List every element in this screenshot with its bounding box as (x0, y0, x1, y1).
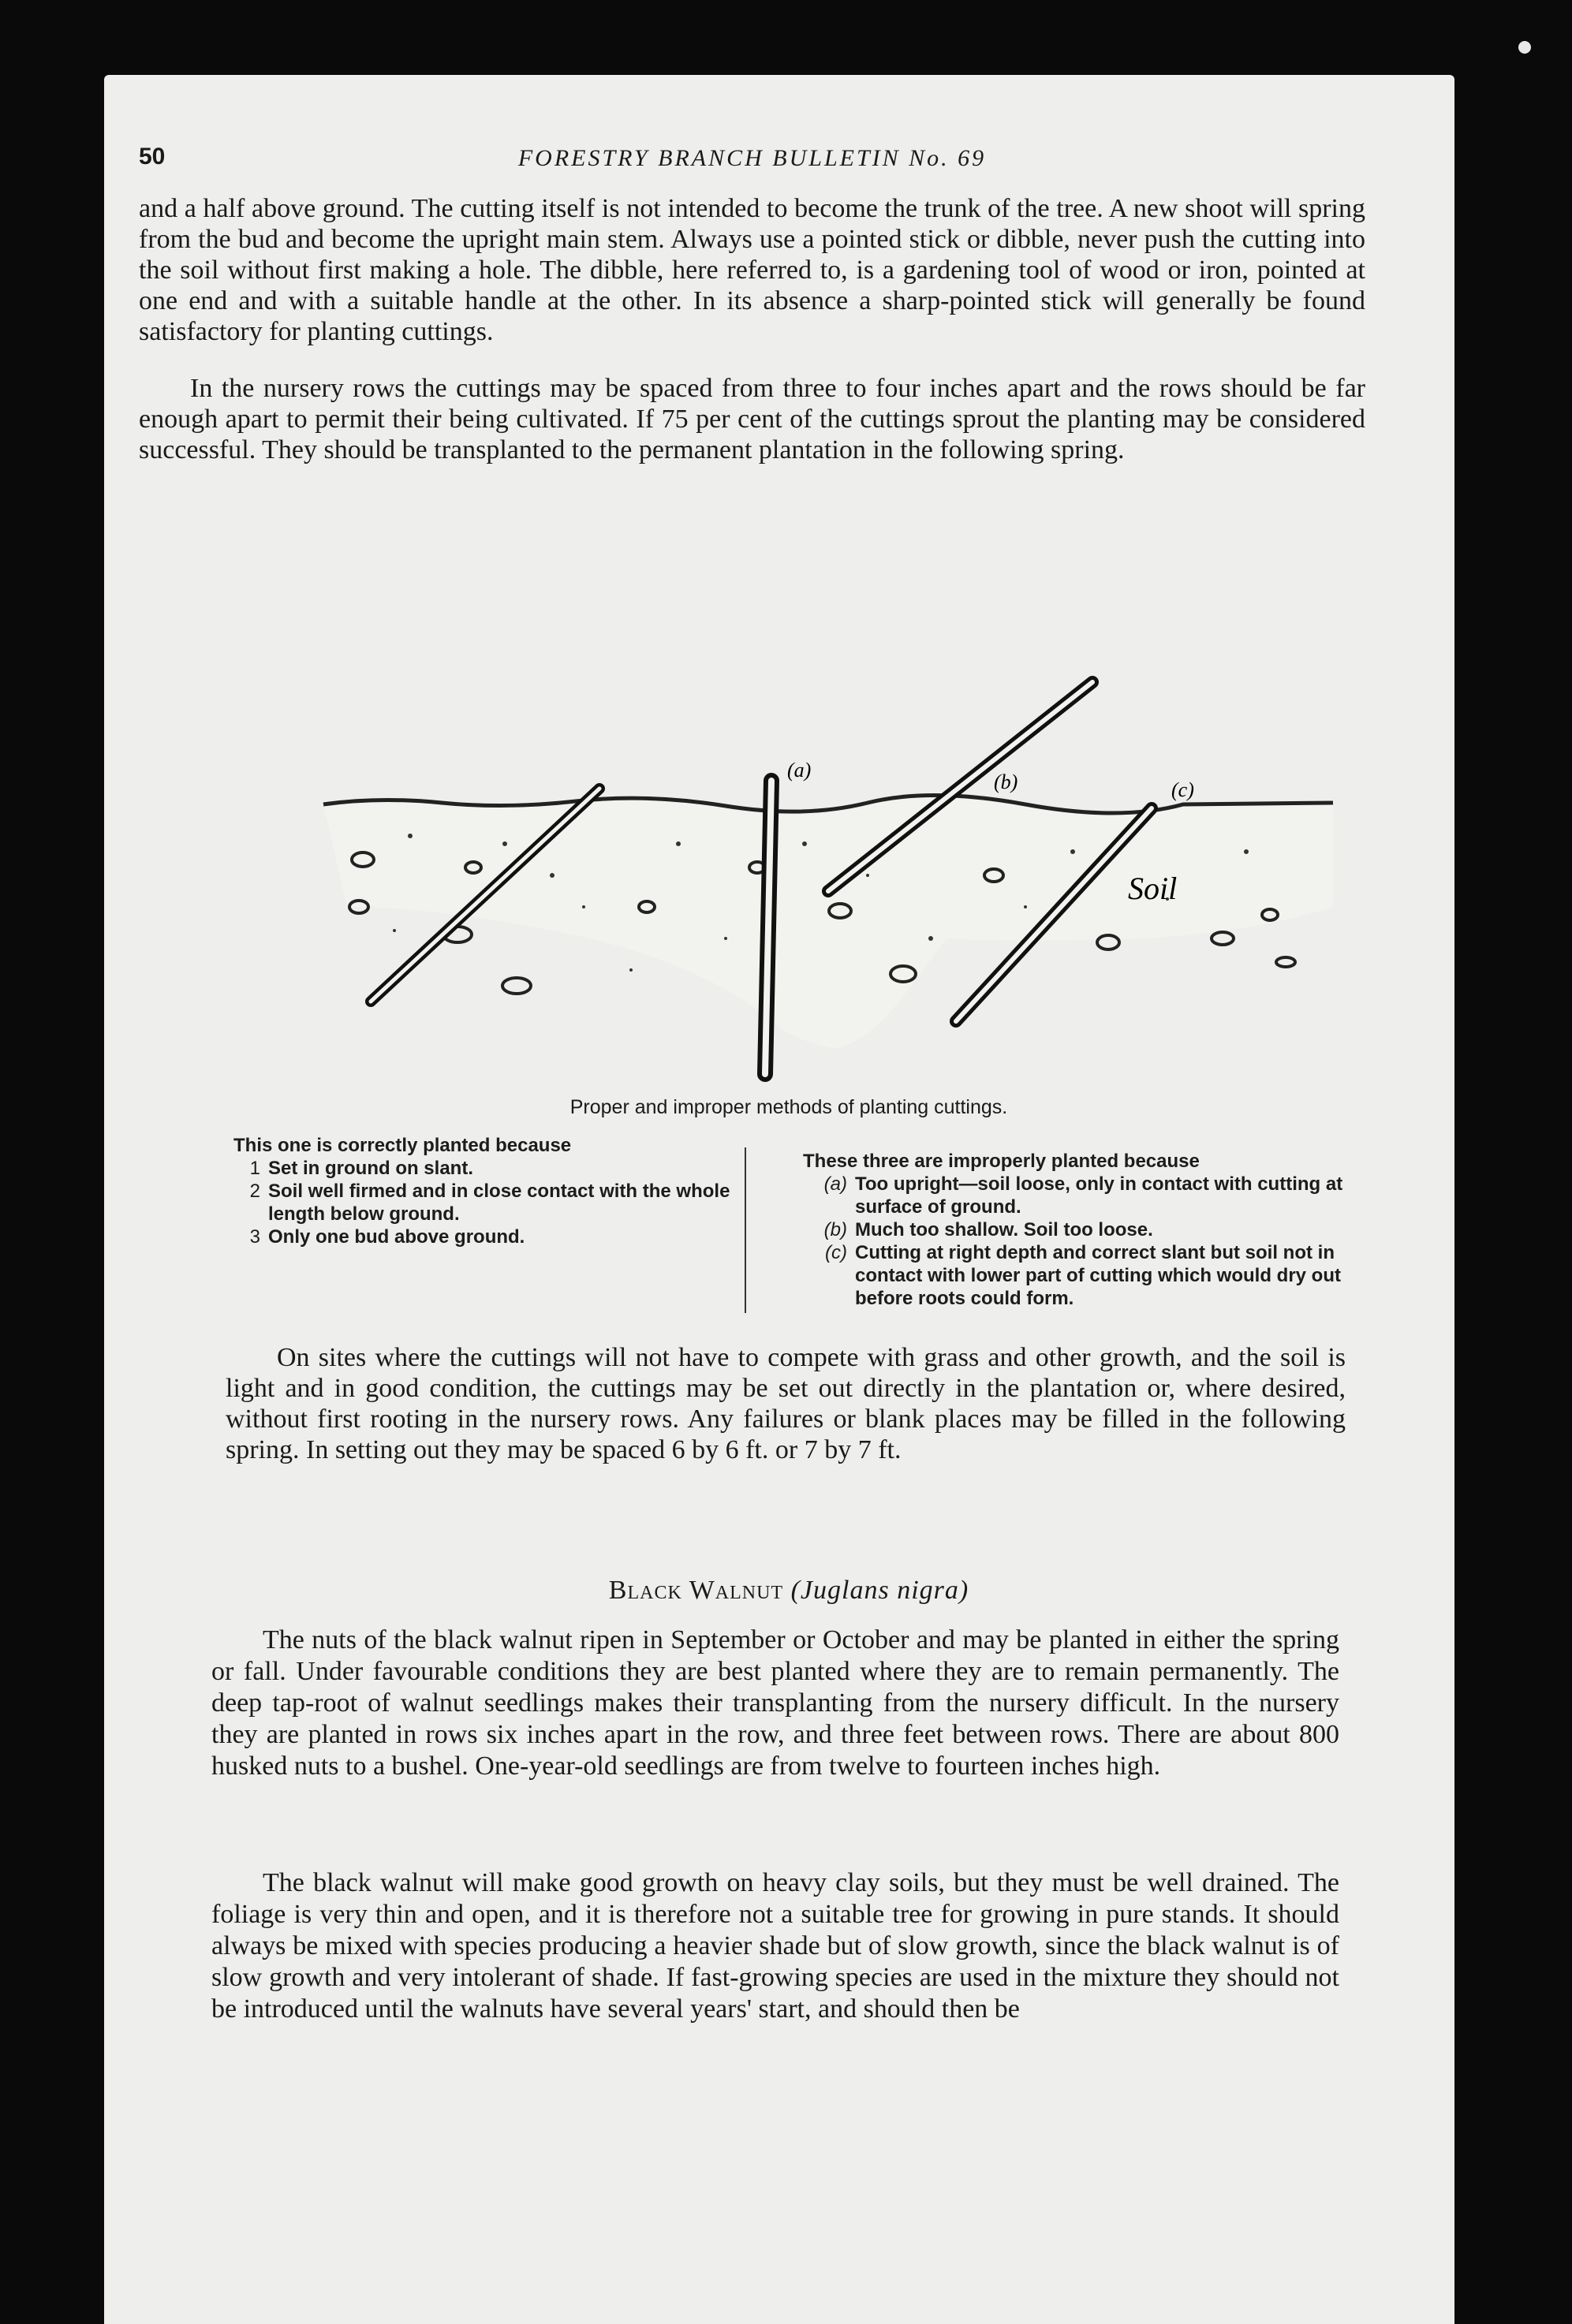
label-soil: Soil (1128, 871, 1178, 906)
page-header (139, 144, 1365, 183)
legend-marker: (b) (823, 1219, 847, 1240)
label-c: (c) (1171, 778, 1194, 801)
label-a: (a) (787, 759, 812, 782)
page-number: 50 (139, 144, 166, 170)
legend-divider (745, 1147, 746, 1313)
label-b: (b) (994, 770, 1018, 793)
legend-item (803, 1173, 1355, 1218)
legend-text: Much too shallow. Soil too loose. (855, 1219, 1153, 1240)
legend-correct-heading: This one is correctly planted because (233, 1135, 572, 1156)
legend-item (803, 1218, 1355, 1241)
legend-text: Cutting at right depth and correct slant but soil not in contact with lower part of cutting which would dry out before roots could form. (855, 1242, 1341, 1309)
cutting-a-upright (765, 781, 771, 1074)
legend-improper-heading: These three are improperly planted because (803, 1151, 1200, 1172)
legend-item (233, 1225, 746, 1248)
legend-text: Soil well firmed and in close contact with the whole length below ground. (268, 1181, 730, 1225)
section-heading (316, 1576, 1262, 1606)
paragraph-2: In the nursery rows the cuttings may be spaced from three to four inches apart and the rows should be far enough apart to permit their being cultivated. If 75 per cent of the cuttings sprout the planting may be considered successful. They should be transplanted to the permanent plantation in the following spring. (139, 374, 1365, 464)
legend-marker: 1 (249, 1158, 260, 1179)
soil-mass (323, 795, 1333, 1049)
legend-marker: (a) (823, 1173, 847, 1195)
legend-item (803, 1241, 1355, 1310)
paragraph-3: On sites where the cuttings will not have to compete with grass and other growth, and the soil is light and in good condition, the cuttings may be set out directly in the plantation or, where desired, without first rooting in the nursery rows. Any failures or blank places may be filled in the following spring. In setting out they may be spaced 6 by 6 ft. or 7 by 7 ft. (226, 1343, 1346, 1464)
paragraph-4: The nuts of the black walnut ripen in September or October and may be planted in either the spring or fall. Under favourable conditions they are best planted where they are to remain permanently. The deep tap-root of walnut seedlings makes their transplanting from the nursery difficult. In the nursery they are planted in rows six inches apart in the row, and three feet between rows. There are about 800 husked nuts to a bushel. One-year-old seedlings are from twelve to fourteen inches high. (211, 1625, 1339, 1781)
planting-cuttings-illustration (316, 670, 1341, 1096)
legend-marker: 2 (249, 1181, 260, 1202)
legend-text: Only one bud above ground. (268, 1226, 525, 1248)
paragraph-5: The black walnut will make good growth on heavy clay soils, but they must be well drained. The foliage is very thin and open, and it is therefore not a suitable tree for growing in pure stands. It should always be mixed with species producing a heavier shade but of slow growth, since the black walnut is of slow growth and very intolerant of shade. If fast-growing species are used in the mixture they should not be introduced until the walnuts have several years' start, and should then be (211, 1868, 1339, 2024)
section-title-common: Black Walnut (608, 1576, 784, 1605)
legend-correct (233, 1134, 746, 1248)
figure-caption: Proper and improper methods of planting cuttings. (569, 1096, 1008, 1118)
legend-improper (803, 1150, 1355, 1310)
paragraph-1: and a half above ground. The cutting itself is not intended to become the trunk of the tree. A new shoot will spring from the bud and become the upright main stem. Always use a pointed stick or dibble, never push the cutting into the soil without first making a hole. The dibble, here referred to, is a gardening tool of wood or iron, pointed at one end and with a suitable handle at the other. In its absence a sharp-pointed stick will generally be found satisfactory for planting cuttings. (139, 194, 1365, 346)
legend-text: Set in ground on slant. (268, 1158, 473, 1179)
running-head: FORESTRY BRANCH BULLETIN No. 69 (517, 145, 987, 171)
legend-item (233, 1180, 746, 1225)
legend-marker: (c) (825, 1242, 847, 1263)
legend-text: Too upright—soil loose, only in contact with cutting at surface of ground. (855, 1173, 1343, 1218)
scan-speck (1518, 41, 1531, 54)
legend-item (233, 1157, 746, 1180)
legend-marker: 3 (249, 1226, 260, 1248)
section-title-latin: (Juglans nigra) (790, 1576, 969, 1605)
